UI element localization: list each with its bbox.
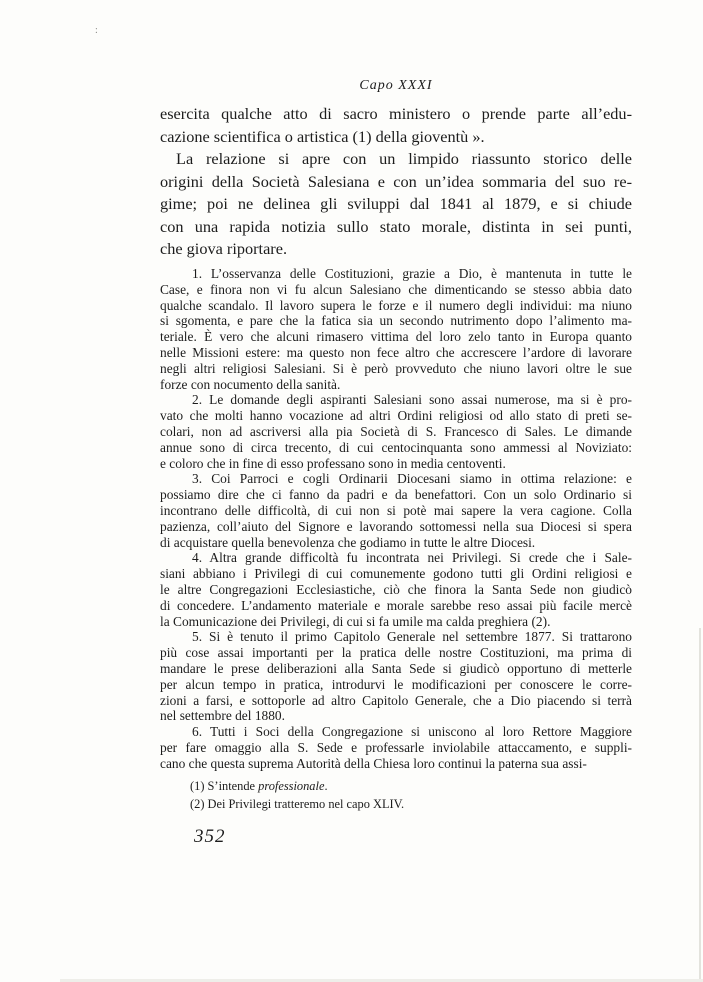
text-line: mandare le prese deliberazioni alla Santa Sede si giudicò opportuno di metterle <box>160 660 632 676</box>
text-line: con una rapida notizia sullo stato morale, distinta in sei punti, <box>160 216 632 236</box>
footnotes-block <box>190 777 632 813</box>
text-line: e coloro che in fine di esso professano sono in media centoventi. <box>160 455 506 471</box>
text-line: cano che questa suprema Autorità della Chiesa loro continui la paterna sua assi- <box>160 755 587 771</box>
text-line: per fare omaggio alla S. Sede e professarle inviolabile attaccamento, e suppli- <box>160 739 632 755</box>
text-line: negli altri religiosi Salesiani. Si è però provveduto che niuno lavori oltre le sue <box>160 360 632 376</box>
text-line: che giova riportare. <box>160 239 288 258</box>
text-line: incontrano delle difficoltà, di cui non si potè mai sapere la vera cagione. Colla <box>160 502 632 518</box>
text-line: di concedere. L’andamento materiale e morale sarebbe reso assai più facile mercè <box>160 597 632 613</box>
text-line: esercita qualche atto di sacro ministero o prende parte all’edu- <box>160 104 632 123</box>
footnote-1 <box>190 777 632 795</box>
scan-speck: : <box>95 25 98 36</box>
page-number: 352 <box>194 826 226 847</box>
text-line: più cose assai importanti per la pratica delle nostre Costituzioni, ma prima di <box>160 645 632 661</box>
report-point-5 <box>160 629 632 724</box>
intro-paragraph <box>160 103 632 148</box>
text-line: 5. Si è tenuto il primo Capitolo Generale nel settembre 1877. Si trattarono <box>192 629 632 645</box>
text-line: origini della Società Salesiana e con un’idea sommaria del suo re- <box>160 171 632 191</box>
text-line: di acquistare quella benevolenza che godiamo in tutte le altre Diocesi. <box>160 534 536 550</box>
footnote-2: (2) Dei Privilegi tratteremo nel capo XLIV. <box>190 797 405 811</box>
text-line: siani abbiano i Privilegi di cui comunemente godono tutti gli Ordini religiosi e <box>160 566 632 582</box>
text-line: gime; poi ne delinea gli sviluppi dal 1841 al 1879, e si chiude <box>160 194 632 213</box>
text-line: colari, non ad ascriversi alla pia Società di S. Francesco di Sales. Le dimande <box>160 423 632 439</box>
report-point-1 <box>160 266 632 392</box>
report-text-block <box>160 266 632 772</box>
text-line: forze con nocumento della sanità. <box>160 376 341 392</box>
report-point-3 <box>160 471 632 550</box>
text-line: zioni a farsi, e sottoporle ad altro Capitolo Generale, che a Dio piacendo si terrà <box>160 692 632 708</box>
text-line: La relazione si apre con un limpido riassunto storico delle <box>176 149 632 168</box>
text-line: per alcun tempo in pratica, introdurvi le modificazioni per conoscere le corre- <box>160 676 632 692</box>
text-line: Case, e finora non vi fu alcun Salesiano che dimenticando se stesso abbia dato <box>160 281 632 297</box>
report-point-2 <box>160 392 632 471</box>
text-line: nelle Missioni estere: ma questo non fece altro che accrescere l’ardore di lavorare <box>160 344 632 360</box>
report-point-6 <box>160 724 632 771</box>
text-line: annue sono di circa trecento, di cui centocinquanta sono ammessi al Noviziato: <box>160 439 632 455</box>
text-line: la Comunicazione dei Privilegi, di cui si fa umile ma calda preghiera (2). <box>160 613 551 629</box>
text-line: 3. Coi Parroci e cogli Ordinarii Diocesani siamo in ottima relazione: e <box>192 471 632 487</box>
report-point-4 <box>160 550 632 629</box>
text-line: nel settembre del 1880. <box>160 708 285 724</box>
text-line: 6. Tutti i Soci della Congregazione si uniscono al loro Rettore Maggiore <box>192 724 632 740</box>
footnote-1-prefix: (1) S’intende <box>190 779 259 793</box>
text-line: teriale. È vero che alcuni rimasero vittima del loro zelo tanto in Europa quanto <box>160 329 632 345</box>
text-line: cazione scientifica o artistica (1) della gioventù ». <box>160 126 485 146</box>
text-line: si sgomenta, e pare che la fatica sia un secondo nutrimento dopo l’alimento ma- <box>160 313 632 329</box>
footnote-1-italic-term: professionale <box>258 779 325 793</box>
text-line: 4. Altra grande difficoltà fu incontrata nei Privilegi. Si crede che i Sale- <box>192 550 632 566</box>
intro-paragraph <box>160 148 632 261</box>
text-line: possiamo dire che ci fanno da padri e da benefattori. Con un solo Ordinario si <box>160 487 632 503</box>
text-line: vato che molti hanno vocazione ad altri Ordini religiosi od allo stato di preti se- <box>160 408 632 424</box>
text-line: 1. L’osservanza delle Costituzioni, grazie a Dio, è mantenuta in tutte le <box>192 266 632 281</box>
text-line: le altre Congregazioni Ecclesiastiche, ciò che finora la Santa Sede non giudicò <box>160 581 632 597</box>
text-line: qualche scandalo. Il lavoro supera le forze e il numero degli individui: ma niuno <box>160 297 632 313</box>
text-line: 2. Le domande degli aspiranti Salesiani sono assai numerose, ma si è pro- <box>192 392 632 408</box>
text-line: pazienza, coll’aiuto del Signore e lavorando sottomessi nella sua Diocesi si spera <box>160 518 632 534</box>
scan-edge-artifact <box>699 628 701 982</box>
footnote-1-suffix: . <box>324 779 328 793</box>
intro-text-block <box>160 103 632 261</box>
chapter-header: Capo XXXI <box>359 78 433 93</box>
